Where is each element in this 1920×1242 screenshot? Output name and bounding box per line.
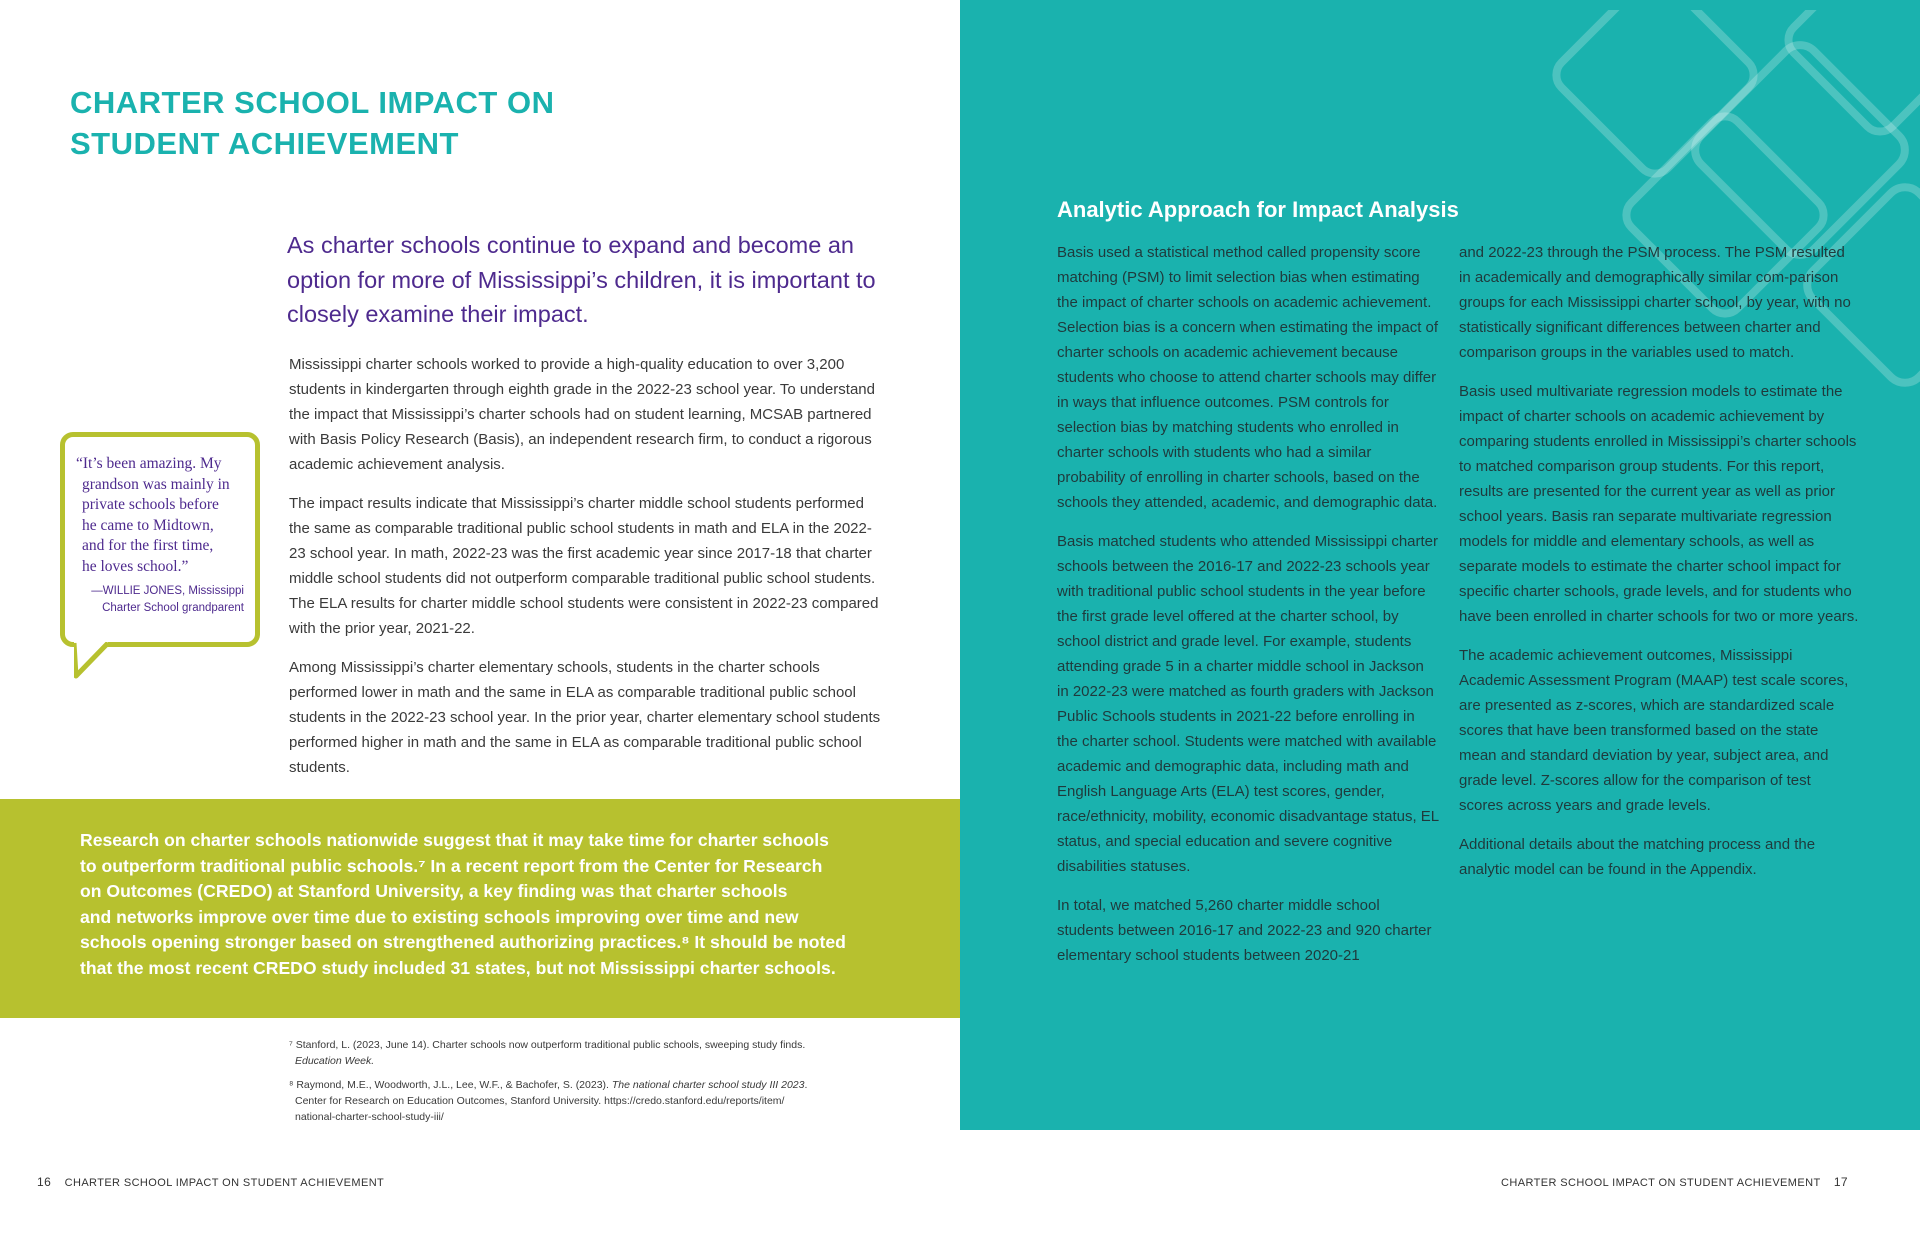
body-paragraph: Among Mississippi’s charter elementary schools, students in the charter schools performed lower in math and the same in ELA as comparable traditional public school students in the 2022-23 school year. In the prior year, charter elementary school students performed higher in math and the same in ELA as comparable traditional public school students. bbox=[289, 659, 881, 776]
page-number-left: 16 bbox=[37, 1175, 52, 1189]
text-column-left bbox=[1057, 240, 1439, 982]
footnote-8 bbox=[289, 1077, 889, 1125]
footnote-line: Center for Research on Education Outcomes, Stanford University. https://credo.stanford.edu/reports/item/ bbox=[295, 1095, 785, 1107]
quote-bubble-tail bbox=[74, 642, 114, 682]
page-number-right: 17 bbox=[1833, 1175, 1848, 1189]
body-paragraph: In total, we matched 5,260 charter middle school students between 2016-17 and 2022-23 and 920 charter elementary school students between 2020-21 bbox=[1057, 897, 1432, 964]
text-column-right bbox=[1459, 240, 1859, 896]
footnote-source bbox=[289, 1053, 889, 1069]
footnote-period: . bbox=[804, 1079, 808, 1091]
body-paragraph: Basis used multivariate regression models to estimate the impact of charter schools on academic achievement by comparing students enrolled in Mississippi’s charter schools to matched comparison group students. For this report, results are presented for the current year as well as prior school years. Basis ran separate multivariate regression models for middle and elementary schools, as well as separate models to estimate the charter school impact for specific charter schools, grade levels, and for students who have been enrolled in charter schools for two or more years. bbox=[1459, 383, 1859, 625]
body-paragraph: Basis used a statistical method called propensity score matching (PSM) to limit selection bias when estimating the impact of charter schools on academic achievement. Selection bias is a concern when estimating the impact of charter schools on academic achievement because students who choose to attend charter schools may differ in ways that influence outcomes. PSM controls for selection bias by matching students who enrolled in charter schools with students who had a similar probability of enrolling in charter schools, based on the schools they attended, academic, and demographic data. bbox=[1057, 244, 1439, 511]
body-paragraph: Mississippi charter schools worked to provide a high-quality education to over 3,200 students in kindergarten through eighth grade in the 2022-23 school year. To understand the impact that Mississippi’s charter schools had on student learning, MCSAB partnered with Basis Policy Research (Basis), an independent research firm, to conduct a rigorous academic achievement analysis. bbox=[289, 356, 875, 473]
callout-line: and networks improve over time due to existing schools improving over time and new bbox=[80, 906, 799, 927]
pull-quote bbox=[76, 454, 254, 577]
lead-paragraph: As charter schools continue to expand and become an option for more of Mississippi’s children, it is important to closely examine their impact. bbox=[287, 232, 876, 327]
body-paragraph: Basis matched students who attended Mississippi charter schools between the 2016-17 and 2022-23 schools year with traditional public school students in the year before the first grade level offered at the charter school, by school district and grade level. For example, students attending grade 5 in a charter middle school in Jackson in 2022-23 were matched as fourth graders with Jackson Public Schools students in 2021-22 before enrolling in the charter school. Students were matched with available academic and demographic data, including math and English Language Arts (ELA) test scores, gender, race/ethnicity, mobility, economic disadvantage status, EL status, and special education and severe cognitive disabilities statuses. bbox=[1057, 533, 1439, 875]
callout-line: schools opening stronger based on strengthened authorizing practices.⁸ It should be noted bbox=[80, 932, 846, 953]
page-title bbox=[70, 82, 770, 164]
quote-line: private schools before bbox=[82, 496, 219, 513]
running-head-left: CHARTER SCHOOL IMPACT ON STUDENT ACHIEVEMENT bbox=[64, 1177, 385, 1189]
footnote-authors: ⁸ Raymond, M.E., Woodworth, J.L., Lee, W.F., & Bachofer, S. (2023). bbox=[289, 1079, 612, 1091]
attribution-line: —WILLIE JONES, Mississippi bbox=[91, 585, 244, 597]
left-page-footer bbox=[37, 1175, 384, 1189]
body-paragraph: and 2022-23 through the PSM process. The PSM resulted in academically and demographically similar com-parison groups for each Mississippi charter school, by year, with no statistically significant differences between charter and comparison groups in the variables used to match. bbox=[1459, 244, 1851, 361]
quote-line: “It’s been amazing. My bbox=[76, 455, 222, 472]
page-title-line-2: STUDENT ACHIEVEMENT bbox=[70, 126, 459, 161]
body-paragraph: The impact results indicate that Mississippi’s charter middle school students performed the same as comparable traditional public school students in math and ELA in the 2022-23 school year. In math, 2022-23 was the first academic year since 2017-18 that charter middle school students did not outperform comparable traditional public school students. The ELA results for charter middle school students were consistent in 2022-23 compared with the prior year, 2021-22. bbox=[289, 495, 879, 637]
quote-attribution bbox=[66, 583, 244, 617]
callout-line: Research on charter schools nationwide suggest that it may take time for charter schools bbox=[80, 830, 829, 850]
teal-panel bbox=[960, 0, 1920, 1130]
footnote-publication: Education Week. bbox=[295, 1055, 375, 1067]
page-title-line-1: CHARTER SCHOOL IMPACT ON bbox=[70, 85, 555, 120]
callout-line: on Outcomes (CREDO) at Stanford University, a key finding was that charter schools bbox=[80, 881, 788, 902]
body-paragraph: Additional details about the matching process and the analytic model can be found in the Appendix. bbox=[1459, 836, 1816, 878]
footnotes bbox=[289, 1037, 889, 1133]
quote-line: he came to Midtown, bbox=[82, 516, 214, 534]
callout-line: to outperform traditional public schools.⁷ In a recent report from the Center for Research bbox=[80, 855, 823, 876]
intro-body bbox=[289, 352, 884, 794]
footnote-7 bbox=[289, 1037, 889, 1069]
attribution-line: Charter School grandparent bbox=[102, 602, 244, 614]
section-title: Analytic Approach for Impact Analysis bbox=[1057, 197, 1459, 222]
quote-line: grandson was mainly in bbox=[82, 475, 230, 493]
footnote-url: national-charter-school-study-iii/ bbox=[295, 1111, 444, 1123]
body-paragraph: The academic achievement outcomes, Mississippi Academic Assessment Program (MAAP) test scale scores, are presented as z-scores, which are standardized scale scores that have been transformed based on the state mean and standard deviation by year, subject area, and grade level. Z-scores allow for the comparison of test scores across years and grade levels. bbox=[1459, 647, 1849, 814]
footnote-line: ⁷ Stanford, L. (2023, June 14). Charter schools now outperform traditional public schools, sweeping study finds. bbox=[289, 1039, 806, 1051]
running-head-right: CHARTER SCHOOL IMPACT ON STUDENT ACHIEVEMENT bbox=[1501, 1177, 1821, 1189]
footnote-title: The national charter school study III 2023 bbox=[611, 1079, 805, 1091]
quote-line: he loves school.” bbox=[82, 557, 189, 575]
callout-line: that the most recent CREDO study included 31 states, but not Mississippi charter schools. bbox=[80, 957, 836, 978]
callout-text bbox=[80, 828, 940, 982]
right-page-footer bbox=[1501, 1175, 1848, 1189]
quote-line: and for the first time, bbox=[82, 537, 214, 554]
footnote-line bbox=[289, 1077, 889, 1093]
